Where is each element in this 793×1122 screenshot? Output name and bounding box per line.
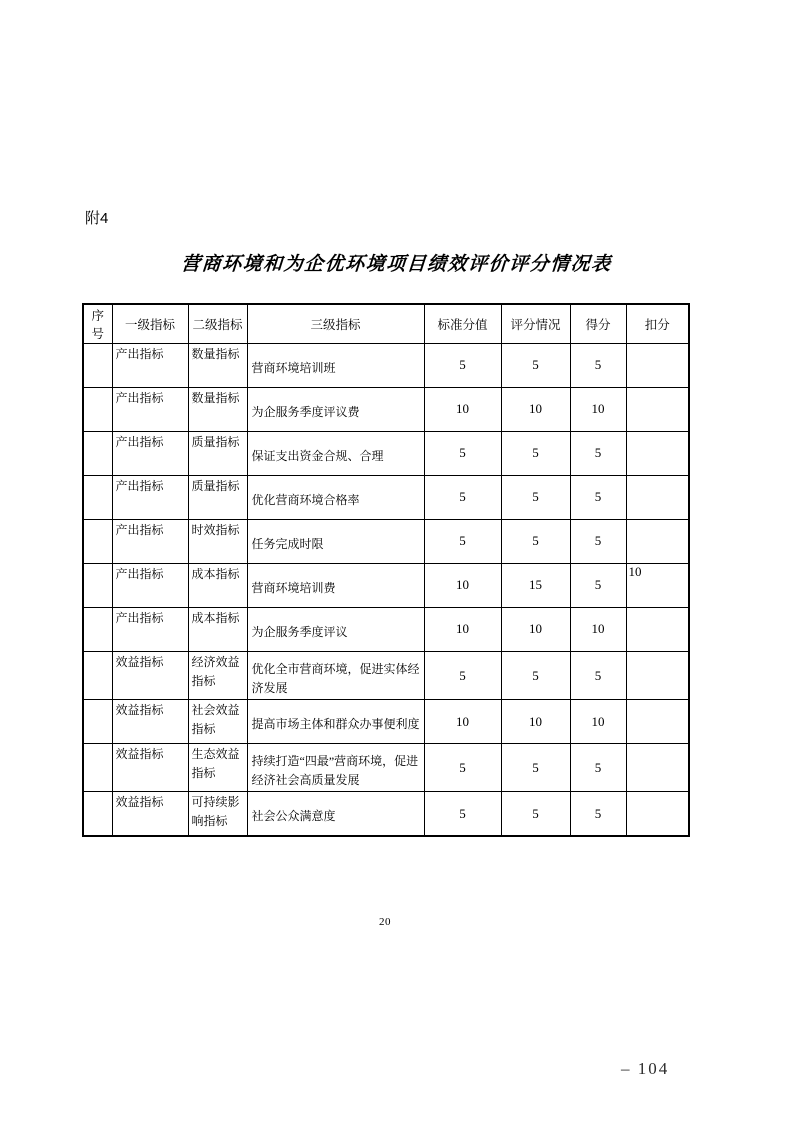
cell-level2: 生态效益指标 [188,744,247,792]
cell-scoring: 10 [501,608,570,652]
cell-deduction [626,476,689,520]
cell-score: 10 [570,700,626,744]
cell-standard: 5 [424,744,501,792]
cell-seq [83,744,112,792]
cell-level2: 成本指标 [188,608,247,652]
cell-level2: 时效指标 [188,520,247,564]
cell-standard: 5 [424,792,501,836]
cell-level3: 提高市场主体和群众办事便利度 [247,700,424,744]
cell-scoring: 5 [501,744,570,792]
cell-score: 5 [570,344,626,388]
header-seq: 序号 [83,304,112,344]
cell-level3: 任务完成时限 [247,520,424,564]
header-scoring: 评分情况 [501,304,570,344]
cell-level2: 质量指标 [188,476,247,520]
cell-deduction [626,700,689,744]
table-row [83,608,689,652]
cell-deduction [626,344,689,388]
table-row [83,564,689,608]
cell-seq [83,520,112,564]
attachment-label: 附4 [85,210,109,227]
cell-score: 10 [570,608,626,652]
cell-score: 5 [570,652,626,700]
cell-scoring: 5 [501,476,570,520]
table-row [83,344,689,388]
cell-level2: 经济效益指标 [188,652,247,700]
cell-level3: 社会公众满意度 [247,792,424,836]
table-header-row [83,304,689,344]
cell-level2: 质量指标 [188,432,247,476]
cell-score: 5 [570,744,626,792]
page-title: 营商环境和为企优环境项目绩效评价评分情况表 [180,254,613,275]
cell-seq [83,344,112,388]
cell-standard: 10 [424,388,501,432]
cell-deduction [626,432,689,476]
cell-standard: 10 [424,564,501,608]
cell-level2: 社会效益指标 [188,700,247,744]
table-row [83,744,689,792]
header-level3: 三级指标 [247,304,424,344]
cell-deduction [626,608,689,652]
cell-standard: 5 [424,476,501,520]
cell-level2: 数量指标 [188,344,247,388]
cell-scoring: 5 [501,344,570,388]
cell-scoring: 5 [501,652,570,700]
header-deduction: 扣分 [626,304,689,344]
cell-deduction [626,652,689,700]
page-number: 20 [379,916,391,928]
cell-level1: 产出指标 [112,476,188,520]
cell-scoring: 5 [501,432,570,476]
cell-score: 5 [570,792,626,836]
cell-standard: 10 [424,608,501,652]
cell-deduction [626,388,689,432]
cell-scoring: 5 [501,520,570,564]
table-row [83,432,689,476]
cell-level1: 产出指标 [112,388,188,432]
cell-score: 5 [570,476,626,520]
cell-level3: 保证支出资金合规、合理 [247,432,424,476]
cell-scoring: 5 [501,792,570,836]
cell-level1: 产出指标 [112,520,188,564]
header-level1: 一级指标 [112,304,188,344]
cell-score: 5 [570,564,626,608]
cell-level3: 营商环境培训班 [247,344,424,388]
cell-scoring: 10 [501,388,570,432]
cell-level1: 产出指标 [112,608,188,652]
cell-level3: 为企服务季度评议 [247,608,424,652]
cell-seq [83,476,112,520]
cell-level1: 效益指标 [112,700,188,744]
cell-score: 10 [570,388,626,432]
cell-standard: 10 [424,700,501,744]
cell-level3: 优化全市营商环境，促进实体经济发展 [247,652,424,700]
cell-level2: 数量指标 [188,388,247,432]
table-row [83,700,689,744]
cell-seq [83,564,112,608]
header-level2: 二级指标 [188,304,247,344]
cell-scoring: 15 [501,564,570,608]
cell-standard: 5 [424,652,501,700]
table-body [83,344,689,836]
cell-level2: 成本指标 [188,564,247,608]
table-row [83,388,689,432]
cell-seq [83,608,112,652]
cell-seq [83,432,112,476]
cell-seq [83,388,112,432]
cell-level1: 效益指标 [112,652,188,700]
cell-level2: 可持续影响指标 [188,792,247,836]
cell-standard: 5 [424,520,501,564]
table-row [83,652,689,700]
cell-level1: 产出指标 [112,432,188,476]
table-row [83,520,689,564]
cell-level3: 营商环境培训费 [247,564,424,608]
cell-seq [83,652,112,700]
cell-score: 5 [570,520,626,564]
table-row [83,792,689,836]
cell-level1: 效益指标 [112,792,188,836]
score-table [82,303,690,837]
cell-level3: 持续打造“四最”营商环境，促进经济社会高质量发展 [247,744,424,792]
cell-deduction [626,744,689,792]
cell-level3: 为企服务季度评议费 [247,388,424,432]
cell-level1: 产出指标 [112,344,188,388]
footer-page-number: – 104 [621,1059,670,1078]
cell-scoring: 10 [501,700,570,744]
cell-level3: 优化营商环境合格率 [247,476,424,520]
cell-level1: 产出指标 [112,564,188,608]
cell-seq [83,792,112,836]
cell-score: 5 [570,432,626,476]
cell-seq [83,700,112,744]
cell-deduction [626,520,689,564]
header-score: 得分 [570,304,626,344]
cell-standard: 5 [424,344,501,388]
cell-deduction [626,792,689,836]
cell-standard: 5 [424,432,501,476]
cell-deduction: 10 [626,564,689,608]
table-row [83,476,689,520]
header-standard: 标准分值 [424,304,501,344]
cell-level1: 效益指标 [112,744,188,792]
